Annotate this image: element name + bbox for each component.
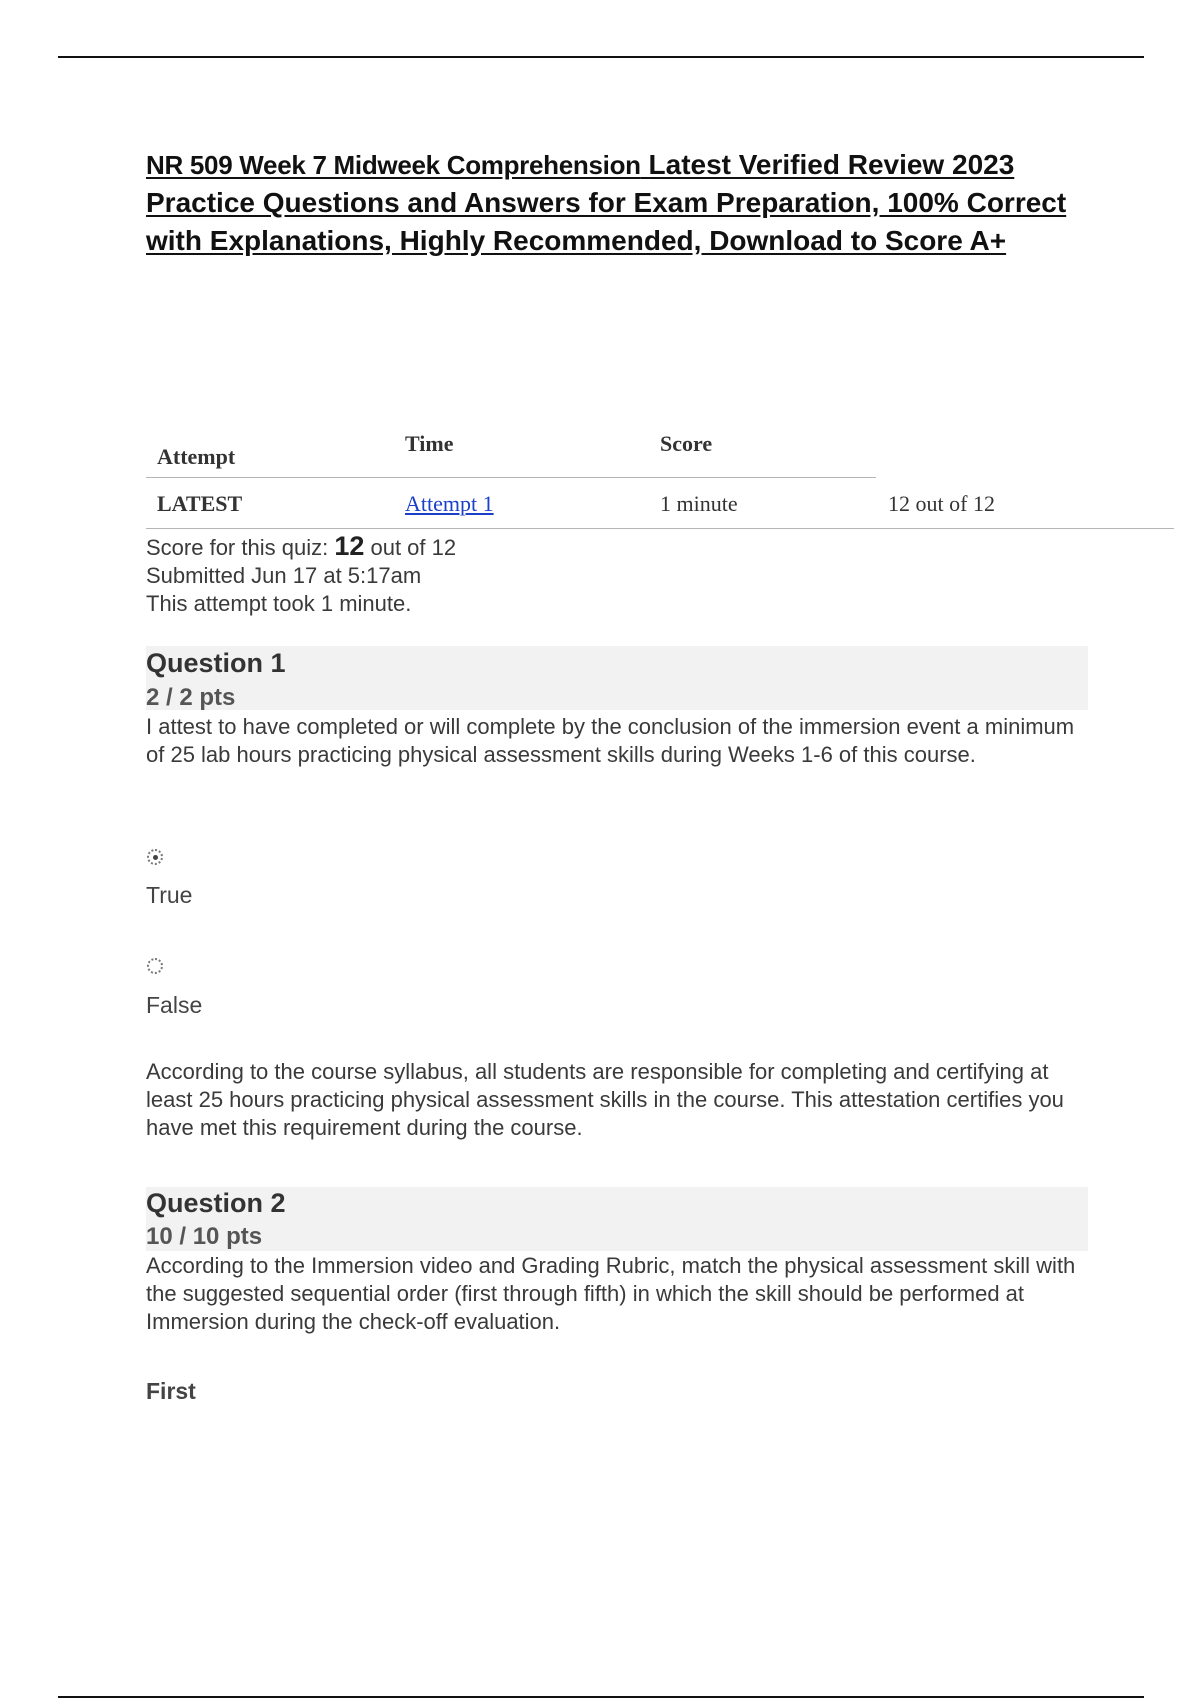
attempt-score: 12 out of 12: [888, 491, 995, 516]
duration-text: This attempt took 1 minute.: [146, 591, 412, 616]
first-label: First: [146, 1378, 196, 1404]
header-attempt: Attempt: [157, 444, 236, 469]
score-line: [146, 532, 456, 562]
top-rule: [58, 56, 1144, 58]
title-rest: Latest Verified Review 2023 Practice Questions and Answers for Exam Preparation, 100% Correct with Explanations, Highly Recommended, Download to Score A+: [146, 149, 1067, 256]
option-false-label[interactable]: False: [146, 992, 203, 1018]
question-1-points: 2 / 2 pts: [146, 684, 236, 711]
attempt-label: LATEST: [157, 491, 243, 516]
row-divider: [146, 528, 1174, 529]
question-2-header-bg: [146, 1187, 1088, 1251]
submitted-text: Submitted Jun 17 at 5:17am: [146, 563, 422, 588]
option-true-radio[interactable]: [147, 849, 163, 865]
bottom-rule: [58, 1696, 1144, 1698]
question-1-title: Question 1: [146, 648, 286, 678]
option-false-radio[interactable]: [147, 958, 163, 974]
header-score: Score: [660, 431, 713, 456]
title-lead: NR 509 Week 7 Midweek Comprehension: [146, 150, 641, 180]
question-1-header-bg: [146, 646, 1088, 710]
attempt-time: 1 minute: [660, 491, 738, 516]
header-time: Time: [405, 431, 454, 456]
document-title: [146, 146, 1086, 260]
question-2-points: 10 / 10 pts: [146, 1223, 263, 1250]
question-2-title: Question 2: [146, 1188, 286, 1218]
score-value: 12: [334, 531, 365, 561]
option-true-label[interactable]: True: [146, 882, 193, 908]
score-suffix: out of 12: [370, 535, 457, 560]
question-1-explanation: According to the course syllabus, all students are responsible for completing and certifying at least 25 hours practicing physical assessment skills in the course. This attestation certifies you have met this requirement during the course.: [146, 1059, 1064, 1140]
score-prefix: Score for this quiz:: [146, 535, 329, 560]
question-1-text: I attest to have completed or will complete by the conclusion of the immersion event a minimum of 25 lab hours practicing physical assessment skills during Weeks 1-6 of this course.: [146, 714, 1075, 767]
quiz-summary: [146, 532, 456, 618]
attempt-link[interactable]: Attempt 1: [405, 491, 494, 516]
header-divider: [146, 477, 876, 478]
question-2-text: According to the Immersion video and Grading Rubric, match the physical assessment skill with the suggested sequential order (first through fifth) in which the skill should be performed at Immersion during the check-off evaluation.: [146, 1253, 1076, 1334]
